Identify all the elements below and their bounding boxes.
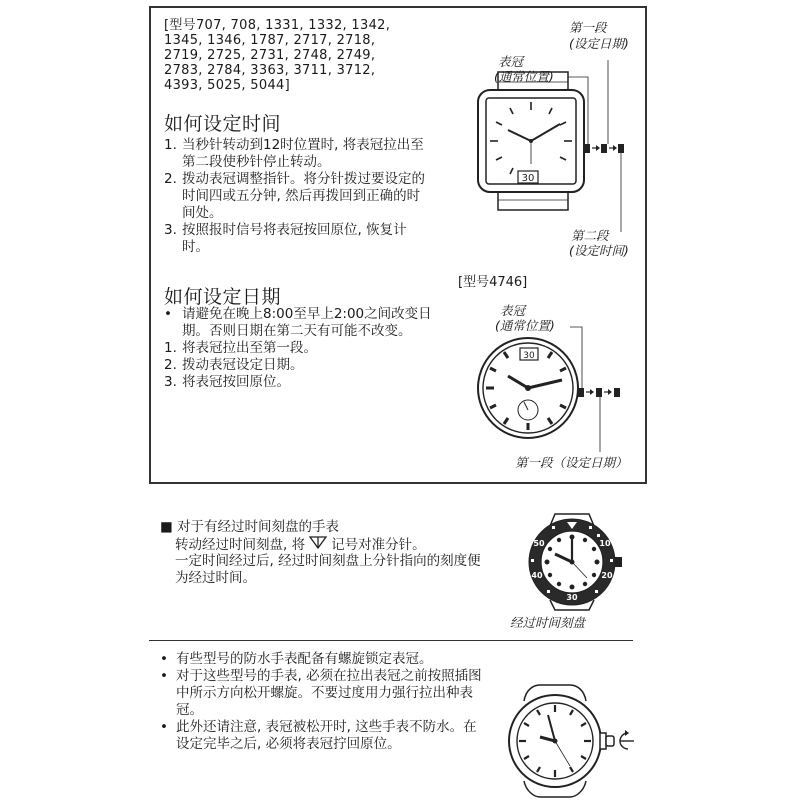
set-time-steps [164,137,432,256]
bezel-body: 一定时间经过后, 经过时间刻盘上分针指向的刻度便为经过时间。 [175,553,481,586]
d1-date-window: 30 [521,173,535,184]
elapsed-time-bezel-watch [515,512,635,612]
screw-note-1: • 有些型号的防水手表配备有螺旋锁定表冠。 [160,651,433,667]
square-watch-diagram [470,60,640,240]
section-divider [149,640,633,641]
d1-crown-label: 表冠 [498,54,524,69]
set-date-steps [164,306,444,391]
bezel-caption: 经过时间刻盘 [510,615,586,630]
triangle-mark-icon [309,536,327,554]
screw-note-3: • 此外还请注意, 表冠被松开时, 这些手表不防水。在设定完毕之后, 必须将表冠拧回原位。 [160,719,477,752]
square-bullet-icon: ■ [160,519,178,535]
bezel-line2: 转动经过时间刻盘, 将 记号对准分针。 [175,537,426,553]
set-date-bullet: • 请避免在晚上8:00至早上2:00之间改变日期。否则日期在第二天有可能不改变。 [164,306,432,339]
d2-crown-label: 表冠 [500,303,526,318]
bezel-mark-30: 30 [566,593,578,602]
d2-first-stage-caption: 第一段（设定日期） [515,455,628,470]
d1-second-stage-note: (设定时间) [569,243,629,258]
bezel-mark-40: 40 [531,571,543,580]
bezel-mark-50: 50 [533,539,545,548]
d2-date-window: 30 [523,351,535,361]
screw-note-2: • 对于这些型号的手表, 必须在拉出表冠之前按照插图中所示方向松开螺旋。不要过度用力强行拉出种表冠。 [160,668,482,718]
d1-crown-note: (通常位置) [494,69,554,84]
bezel-line1: ■ 对于有经过时间刻盘的手表 [160,519,340,535]
d2-model-label: [型号4746] [458,275,528,290]
d1-second-stage-label: 第二段 [571,228,609,243]
set-time-step-3: 3. 按照报时信号将表冠按回原位, 恢复计时。 [164,222,407,255]
set-date-step-1: 1. 将表冠拉出至第一段。 [164,340,317,356]
d1-first-stage-label: 第一段 [569,20,607,35]
d1-first-stage-note: (设定日期) [569,36,629,51]
bezel-mark-10: 10 [599,539,611,548]
set-date-step-2: 2. 拨动表冠设定日期。 [164,357,304,373]
model-list: [型号707, 708, 1331, 1332, 1342, 1345, 1346, 1787, 2717, 2718, 2719, 2725, 2731, 2748, 2749, 2783, 2784, 3363, 3711, 3712, 4393, 5025, 5044] [164,18,391,93]
screw-crown-watch-diagram [500,681,640,799]
d2-crown-note: (通常位置) [495,318,555,333]
round-watch-diagram [472,320,640,460]
set-time-step-2: 2. 拨动表冠调整指针。将分针拨过要设定的时间四或五分钟, 然后再拨回到正确的时间处。 [164,171,425,221]
heading-set-time: 如何设定时间 [164,113,282,135]
heading-set-date: 如何设定日期 [164,286,282,308]
bezel-mark-20: 20 [601,571,613,580]
set-date-step-3: 3. 将表冠按回原位。 [164,374,290,390]
set-time-step-1: 1. 当秒针转动到12时位置时, 将表冠拉出至第二段使秒针停止转动。 [164,137,424,170]
screw-crown-notes [160,651,490,753]
